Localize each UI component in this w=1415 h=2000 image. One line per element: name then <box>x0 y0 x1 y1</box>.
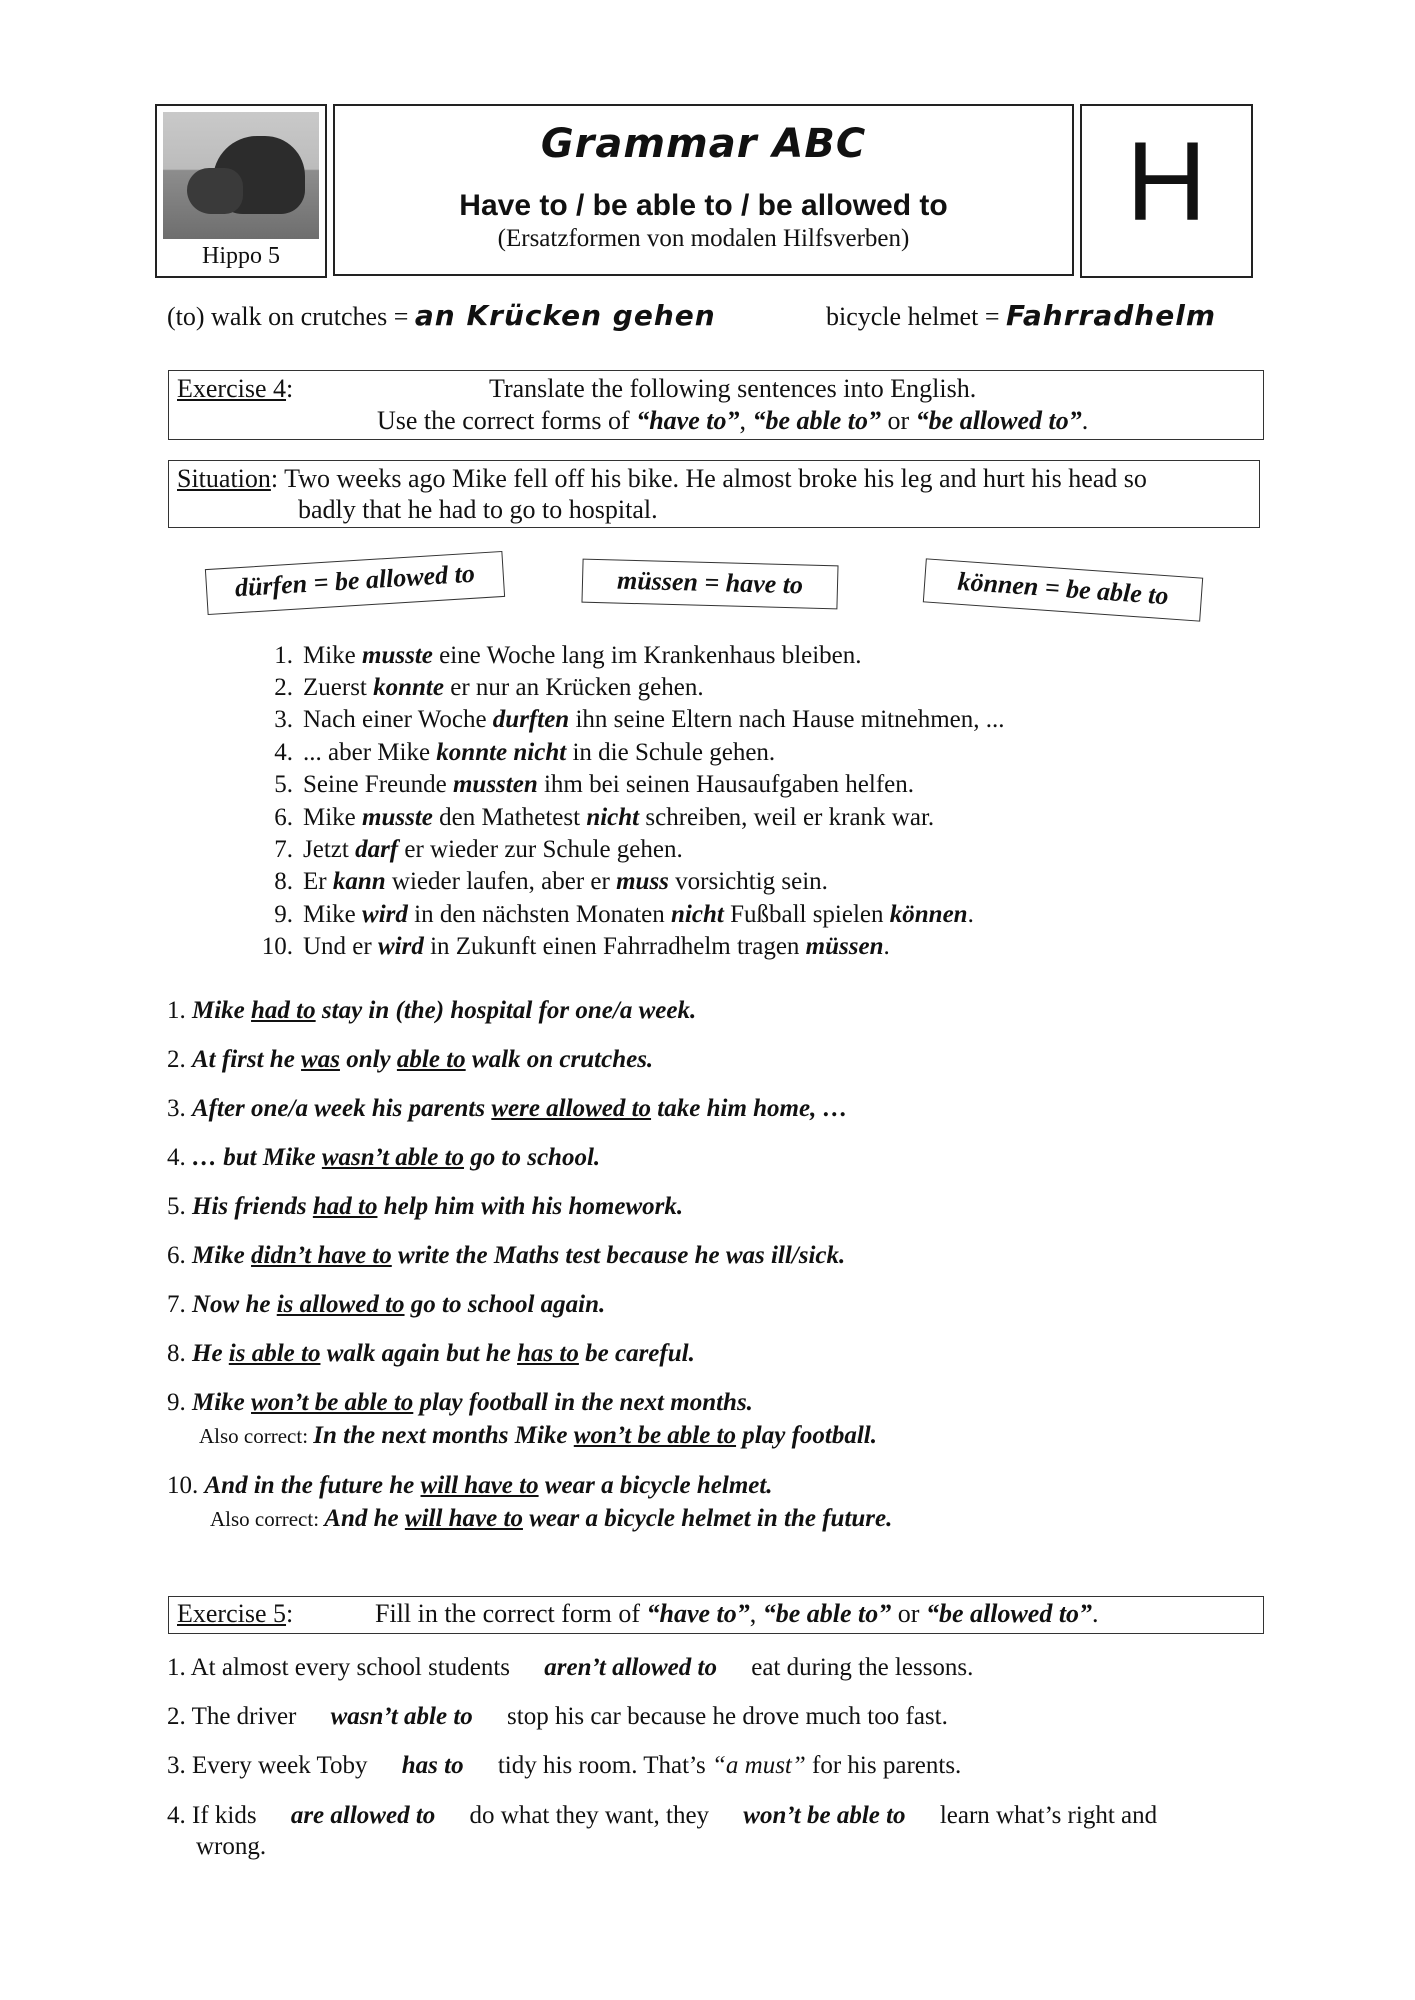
vocab-en-2: bicycle helmet <box>826 302 979 331</box>
german-sentence: 8. Er kann wieder laufen, aber er muss vorsichtig sein. <box>251 866 828 898</box>
answer-number: 1. <box>167 997 192 1024</box>
vocab-de-1: an Krücken gehen <box>414 299 716 332</box>
photo-caption: Hippo 5 <box>202 243 280 269</box>
vocab-line-2 <box>826 300 1216 333</box>
german-sentence: 10. Und er wird in Zukunft einen Fahrradhelm tragen müssen. <box>251 931 890 963</box>
exercise5-label: Exercise 5 <box>177 1599 287 1628</box>
situation-box <box>168 460 1260 528</box>
page-subtitle: Have to / be able to / be allowed to <box>459 189 948 222</box>
exercise5-label-row: Exercise 5: <box>177 1599 294 1628</box>
answer-sentence: 5. His friends had to help him with his homework. <box>167 1193 684 1220</box>
answer-number: 3. <box>167 1095 192 1122</box>
answer-sentence: 10. And in the future he will have to wear a bicycle helmet. <box>167 1472 773 1499</box>
vocab-line-1 <box>167 300 716 333</box>
also-correct-line: Also correct: And he will have to wear a bicycle helmet in the future. <box>210 1505 893 1532</box>
german-sentence: 2. Zuerst konnte er nur an Krücken gehen. <box>251 672 704 704</box>
title-box <box>333 104 1074 276</box>
answer-number: 2. <box>167 1046 192 1073</box>
sentence-number: 1. <box>274 642 293 669</box>
answer-number: 6. <box>167 1242 192 1269</box>
sentence-number: 2. <box>274 674 293 701</box>
answer-number: 10. <box>167 1472 205 1499</box>
situation-line2: badly that he had to go to hospital. <box>298 495 658 524</box>
answer-sentence: 7. Now he is allowed to go to school again. <box>167 1291 606 1318</box>
sentence-number: 7. <box>274 836 293 863</box>
answer-sentence: 1. Mike had to stay in (the) hospital for one/a week. <box>167 997 697 1024</box>
exercise4-box <box>168 370 1264 440</box>
hippo-photo <box>163 112 319 239</box>
exercise4-label-row: Exercise 4: <box>177 374 294 403</box>
german-sentence: 1. Mike musste eine Woche lang im Krankenhaus bleiben. <box>251 640 862 672</box>
sentence-number: 10. <box>261 933 293 960</box>
answer-sentence: 6. Mike didn’t have to write the Maths test because he was ill/sick. <box>167 1242 846 1269</box>
exercise5-text: Fill in the correct form of “have to”, “be able to” or “be allowed to”. <box>375 1599 1099 1628</box>
tag-muessen: müssen = have to <box>581 559 838 610</box>
section-letter: H <box>1126 119 1207 244</box>
german-sentence: 5. Seine Freunde mussten ihm bei seinen Hausaufgaben helfen. <box>251 769 914 801</box>
sentence-number: 9. <box>274 901 293 928</box>
answer-sentence: 8. He is able to walk again but he has to be careful. <box>167 1340 695 1367</box>
page-subsubtitle: (Ersatzformen von modalen Hilfsverben) <box>497 225 910 252</box>
answer-sentence: 2. At first he was only able to walk on crutches. <box>167 1046 654 1073</box>
german-sentence: 7. Jetzt darf er wieder zur Schule gehen. <box>251 834 683 866</box>
fill-in-sentence: 4. If kids are allowed to do what they want, they won’t be able to learn what’s right and <box>167 1802 1158 1829</box>
fill-in-sentence: 1. At almost every school students aren’t allowed to eat during the lessons. <box>167 1654 974 1681</box>
answer-sentence: 3. After one/a week his parents were allowed to take him home, … <box>167 1095 848 1122</box>
german-sentence: 4. ... aber Mike konnte nicht in die Schule gehen. <box>251 737 775 769</box>
answer-number: 8. <box>167 1340 192 1367</box>
answer-number: 9. <box>167 1389 192 1416</box>
german-sentence: 3. Nach einer Woche durften ihn seine Eltern nach Hause mitnehmen, ... <box>251 704 1005 736</box>
letter-box <box>1080 104 1253 278</box>
sentence-number: 6. <box>274 804 293 831</box>
sentence-number: 5. <box>274 771 293 798</box>
situation-label: Situation <box>177 464 271 493</box>
vocab-eq-1: = <box>393 302 409 331</box>
exercise5-box <box>168 1596 1264 1634</box>
answer-number: 4. <box>167 1144 192 1171</box>
sentence-number: 4. <box>274 739 293 766</box>
photo-box <box>155 104 327 278</box>
page-title: Grammar ABC <box>540 121 867 167</box>
fill-number: 2. <box>167 1703 192 1730</box>
sentence-number: 3. <box>274 706 293 733</box>
answer-number: 7. <box>167 1291 192 1318</box>
also-correct-line: Also correct: In the next months Mike won’t be able to play football. <box>199 1422 878 1449</box>
situation-line1: Situation: Two weeks ago Mike fell off his bike. He almost broke his leg and hurt his head so <box>177 464 1147 493</box>
answer-sentence: 9. Mike won’t be able to play football in the next months. <box>167 1389 753 1416</box>
exercise4-line1: Translate the following sentences into English. <box>489 374 977 403</box>
answer-sentence: 4. … but Mike wasn’t able to go to school. <box>167 1144 601 1171</box>
fill-number: 3. <box>167 1752 192 1779</box>
vocab-en-1: (to) walk on crutches <box>167 302 388 331</box>
tag-koennen: können = be able to <box>923 558 1203 621</box>
exercise4-label: Exercise 4 <box>177 374 287 403</box>
tag-duerfen: dürfen = be allowed to <box>205 551 505 615</box>
fill-number: 1. <box>167 1654 191 1681</box>
fill-in-sentence: 2. The driver wasn’t able to stop his car because he drove much too fast. <box>167 1703 948 1730</box>
vocab-eq-2: = <box>984 302 1000 331</box>
answer-number: 5. <box>167 1193 192 1220</box>
fill-in-continuation: wrong. <box>196 1833 267 1860</box>
fill-number: 4. <box>167 1802 192 1829</box>
sentence-number: 8. <box>274 868 293 895</box>
vocab-de-2: Fahrradhelm <box>1006 299 1216 332</box>
also-correct-label: Also correct: <box>210 1507 325 1531</box>
fill-in-sentence: 3. Every week Toby has to tidy his room. That’s “a must” for his parents. <box>167 1752 962 1779</box>
also-correct-label: Also correct: <box>199 1424 314 1448</box>
german-sentence: 9. Mike wird in den nächsten Monaten nicht Fußball spielen können. <box>251 899 974 931</box>
german-sentence: 6. Mike musste den Mathetest nicht schreiben, weil er krank war. <box>251 802 934 834</box>
exercise4-line2: Use the correct forms of “have to”, “be able to” or “be allowed to”. <box>377 406 1089 435</box>
